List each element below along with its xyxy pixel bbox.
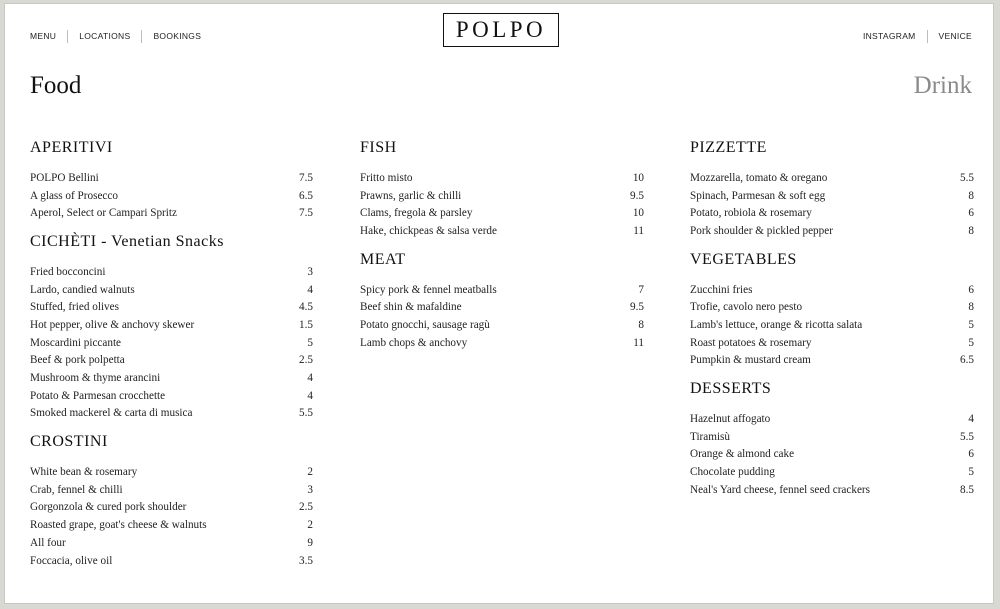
- menu-item: [690, 298, 974, 316]
- menu-item-name: Mozzarella, tomato & oregano: [690, 171, 828, 184]
- menu-item-name: Potato & Parmesan crocchette: [30, 389, 166, 402]
- menu-item-price: 8: [968, 301, 974, 314]
- nav-locations-link[interactable]: LOCATIONS: [67, 30, 141, 43]
- menu-item-price: 6.5: [960, 354, 974, 367]
- menu-item-price: 8: [968, 224, 974, 237]
- nav-instagram-link[interactable]: INSTAGRAM: [862, 30, 916, 41]
- menu-item: [30, 281, 313, 299]
- menu-section: [690, 248, 974, 369]
- menu-item: [360, 298, 644, 316]
- menu-item: [690, 316, 974, 334]
- menu-item-price: 5: [968, 336, 974, 349]
- menu-item-price: 4: [968, 413, 974, 426]
- section-title: CROSTINI: [30, 433, 108, 451]
- menu-item-price: 6: [968, 283, 974, 296]
- menu-item: [360, 204, 644, 222]
- nav-bookings-link[interactable]: BOOKINGS: [141, 30, 201, 43]
- menu-item: [690, 334, 974, 352]
- section-title: FISH: [360, 139, 397, 156]
- menu-item-price: 10: [632, 171, 644, 184]
- menu-item-price: 3: [307, 483, 313, 496]
- menu-item: [360, 187, 644, 205]
- menu-item-price: 3: [307, 265, 313, 278]
- menu-section: [30, 136, 313, 222]
- menu-item: [30, 298, 313, 316]
- menu-item-name: Beef & pork polpetta: [30, 354, 125, 367]
- menu-item: [360, 334, 644, 352]
- menu-item-price: 5: [968, 466, 974, 479]
- menu-item-price: 7.5: [299, 207, 313, 220]
- menu-page: [4, 3, 994, 604]
- menu-item-name: White bean & rosemary: [30, 466, 138, 479]
- menu-item-name: Foccacia, olive oil: [30, 554, 113, 567]
- menu-item: [360, 316, 644, 334]
- menu-item-price: 6.5: [299, 189, 313, 202]
- nav-location-venice-link[interactable]: VENICE: [927, 30, 972, 43]
- menu-item-name: Potato, robiola & rosemary: [690, 207, 812, 220]
- menu-item-price: 4: [307, 372, 313, 385]
- menu-item-name: Trofie, cavolo nero pesto: [690, 301, 803, 314]
- menu-item-price: 8: [968, 189, 974, 202]
- menu-item-price: 5: [307, 336, 313, 349]
- menu-item-price: 2: [307, 519, 313, 532]
- menu-column-1: [30, 136, 313, 569]
- menu-item-name: Zucchini fries: [690, 283, 753, 296]
- menu-item-price: 2: [307, 466, 313, 479]
- menu-item-price: 5.5: [299, 407, 313, 420]
- menu-item: [690, 352, 974, 370]
- section-title: VEGETABLES: [690, 250, 797, 268]
- menu-item: [690, 446, 974, 464]
- menu-item-name: Aperol, Select or Campari Spritz: [30, 207, 177, 220]
- nav-left: [30, 29, 201, 43]
- menu-section: [690, 377, 974, 498]
- menu-item: [30, 204, 313, 222]
- menu-item-price: 9: [307, 536, 313, 549]
- menu-item-name: Fried bocconcini: [30, 265, 106, 278]
- menu-item-name: A glass of Prosecco: [30, 189, 118, 202]
- menu-item-name: Pumpkin & mustard cream: [690, 354, 811, 367]
- menu-item-name: POLPO Bellini: [30, 171, 99, 184]
- section-title: DESSERTS: [690, 380, 772, 398]
- menu-item-price: 2.5: [299, 354, 313, 367]
- menu-column-2: [360, 136, 644, 352]
- menu-item-price: 5: [968, 318, 974, 331]
- menu-item: [690, 169, 974, 187]
- menu-item: [360, 281, 644, 299]
- menu-item-name: Crab, fennel & chilli: [30, 483, 123, 496]
- menu-item-name: Tiramisù: [690, 430, 730, 443]
- menu-item: [30, 516, 313, 534]
- menu-item-price: 9.5: [630, 301, 644, 314]
- menu-item: [30, 352, 313, 370]
- drink-tab[interactable]: Drink: [913, 72, 972, 99]
- menu-item-name: Roast potatoes & rosemary: [690, 336, 812, 349]
- menu-item: [30, 405, 313, 423]
- menu-section: [30, 430, 313, 569]
- menu-item-name: Potato gnocchi, sausage ragù: [360, 318, 490, 331]
- menu-item: [30, 499, 313, 517]
- menu-item-price: 3.5: [299, 554, 313, 567]
- menu-item-price: 6: [968, 207, 974, 220]
- menu-item-price: 5.5: [960, 430, 974, 443]
- menu-item-price: 8: [638, 318, 644, 331]
- menu-item-name: Lardo, candied walnuts: [30, 283, 135, 296]
- menu-item-name: Lamb chops & anchovy: [360, 336, 468, 349]
- polpo-logo[interactable]: POLPO: [443, 13, 559, 47]
- menu-item: [30, 463, 313, 481]
- menu-section: [360, 136, 644, 240]
- menu-item: [30, 187, 313, 205]
- menu-column-3: [690, 136, 974, 499]
- menu-item: [360, 222, 644, 240]
- menu-item: [30, 169, 313, 187]
- menu-item-name: Prawns, garlic & chilli: [360, 189, 462, 202]
- section-title: CICHÈTI - Venetian Snacks: [30, 233, 224, 251]
- section-title: APERITIVI: [30, 139, 113, 156]
- menu-item-name: Chocolate pudding: [690, 466, 775, 479]
- menu-item: [30, 481, 313, 499]
- menu-item-price: 7.5: [299, 171, 313, 184]
- menu-item: [690, 410, 974, 428]
- menu-item-name: Fritto misto: [360, 171, 413, 184]
- menu-section: [30, 230, 313, 422]
- menu-item-name: Mushroom & thyme arancini: [30, 372, 161, 385]
- menu-item-price: 4: [307, 389, 313, 402]
- menu-item: [690, 281, 974, 299]
- menu-item-name: Roasted grape, goat's cheese & walnuts: [30, 519, 207, 532]
- menu-item-name: Pork shoulder & pickled pepper: [690, 224, 833, 237]
- menu-section: [690, 136, 974, 240]
- menu-item-name: Hake, chickpeas & salsa verde: [360, 224, 497, 237]
- menu-item-name: Hazelnut affogato: [690, 413, 771, 426]
- menu-item-name: Neal's Yard cheese, fennel seed crackers: [690, 483, 870, 496]
- menu-item-price: 1.5: [299, 318, 313, 331]
- menu-item-price: 9.5: [630, 189, 644, 202]
- menu-item-price: 7: [638, 283, 644, 296]
- menu-item-name: Spicy pork & fennel meatballs: [360, 283, 497, 296]
- menu-item-name: Gorgonzola & cured pork shoulder: [30, 501, 187, 514]
- nav-right: [863, 29, 972, 43]
- nav-menu-link[interactable]: MENU: [30, 30, 57, 41]
- menu-item-name: Smoked mackerel & carta di musica: [30, 407, 193, 420]
- menu-item-name: Spinach, Parmesan & soft egg: [690, 189, 826, 202]
- menu-item-name: Stuffed, fried olives: [30, 301, 119, 314]
- menu-item-price: 11: [633, 336, 644, 349]
- menu-item: [30, 387, 313, 405]
- menu-item-name: Hot pepper, olive & anchovy skewer: [30, 318, 195, 331]
- menu-item-price: 2.5: [299, 501, 313, 514]
- menu-item-price: 11: [633, 224, 644, 237]
- menu-item: [690, 428, 974, 446]
- menu-section: [360, 248, 644, 352]
- menu-item: [690, 222, 974, 240]
- menu-item-price: 10: [632, 207, 644, 220]
- menu-item: [30, 534, 313, 552]
- menu-item-name: Lamb's lettuce, orange & ricotta salata: [690, 318, 863, 331]
- menu-item-name: Beef shin & mafaldine: [360, 301, 462, 314]
- food-tab[interactable]: Food: [30, 72, 82, 99]
- menu-item-name: All four: [30, 536, 66, 549]
- menu-item-price: 6: [968, 448, 974, 461]
- section-title: PIZZETTE: [690, 139, 767, 156]
- menu-item-name: Orange & almond cake: [690, 448, 795, 461]
- menu-item-name: Clams, fregola & parsley: [360, 207, 473, 220]
- menu-item: [360, 169, 644, 187]
- menu-item-price: 8.5: [960, 483, 974, 496]
- menu-item-name: Moscardini piccante: [30, 336, 122, 349]
- menu-item: [30, 369, 313, 387]
- menu-item: [690, 481, 974, 499]
- menu-item: [30, 263, 313, 281]
- menu-item-price: 5.5: [960, 171, 974, 184]
- menu-item: [690, 204, 974, 222]
- menu-item: [30, 552, 313, 570]
- menu-item: [690, 187, 974, 205]
- menu-item: [30, 316, 313, 334]
- section-title: MEAT: [360, 250, 406, 268]
- menu-item: [690, 463, 974, 481]
- menu-item-price: 4: [307, 283, 313, 296]
- menu-item: [30, 334, 313, 352]
- menu-item-price: 4.5: [299, 301, 313, 314]
